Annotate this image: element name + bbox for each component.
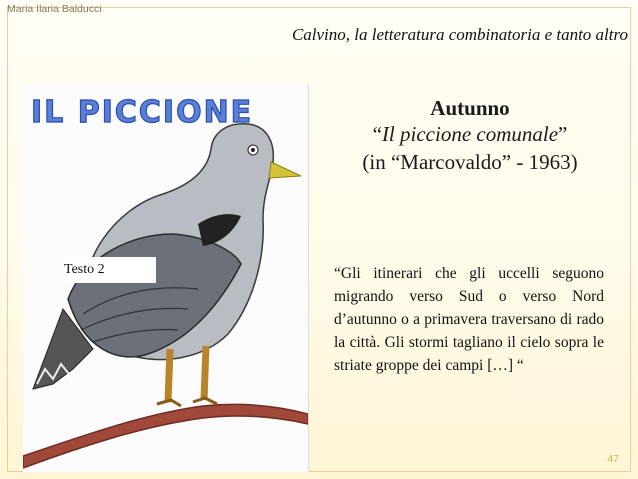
drawing-label: Testo 2 [64, 257, 156, 283]
branch [23, 404, 308, 468]
author-label: Maria Ilaria Balducci [7, 3, 102, 15]
season-title: Autunno [430, 96, 510, 120]
page-number: 47 [607, 453, 619, 465]
book-reference: (in “Marcovaldo” - 1963) [362, 150, 578, 174]
pigeon-eye [251, 148, 255, 152]
quote-text: “Gli itinerari che gli uccelli seguono migrando verso Sud o verso Nord d’autunno o a primavera traversano di rado la città. Gli stormi tagliano il cielo sopra le striate groppe dei campi […] “ [334, 265, 604, 374]
slide-title: Calvino, la letteratura combinatoria e tanto altro [291, 25, 628, 44]
pigeon-drawing [23, 84, 309, 472]
drawing-caption-lettering: IL PICCIONE [31, 95, 254, 130]
story-title: “Il piccione comunale” [372, 122, 568, 146]
text-heading [320, 96, 620, 176]
pigeon-beak [269, 162, 301, 178]
